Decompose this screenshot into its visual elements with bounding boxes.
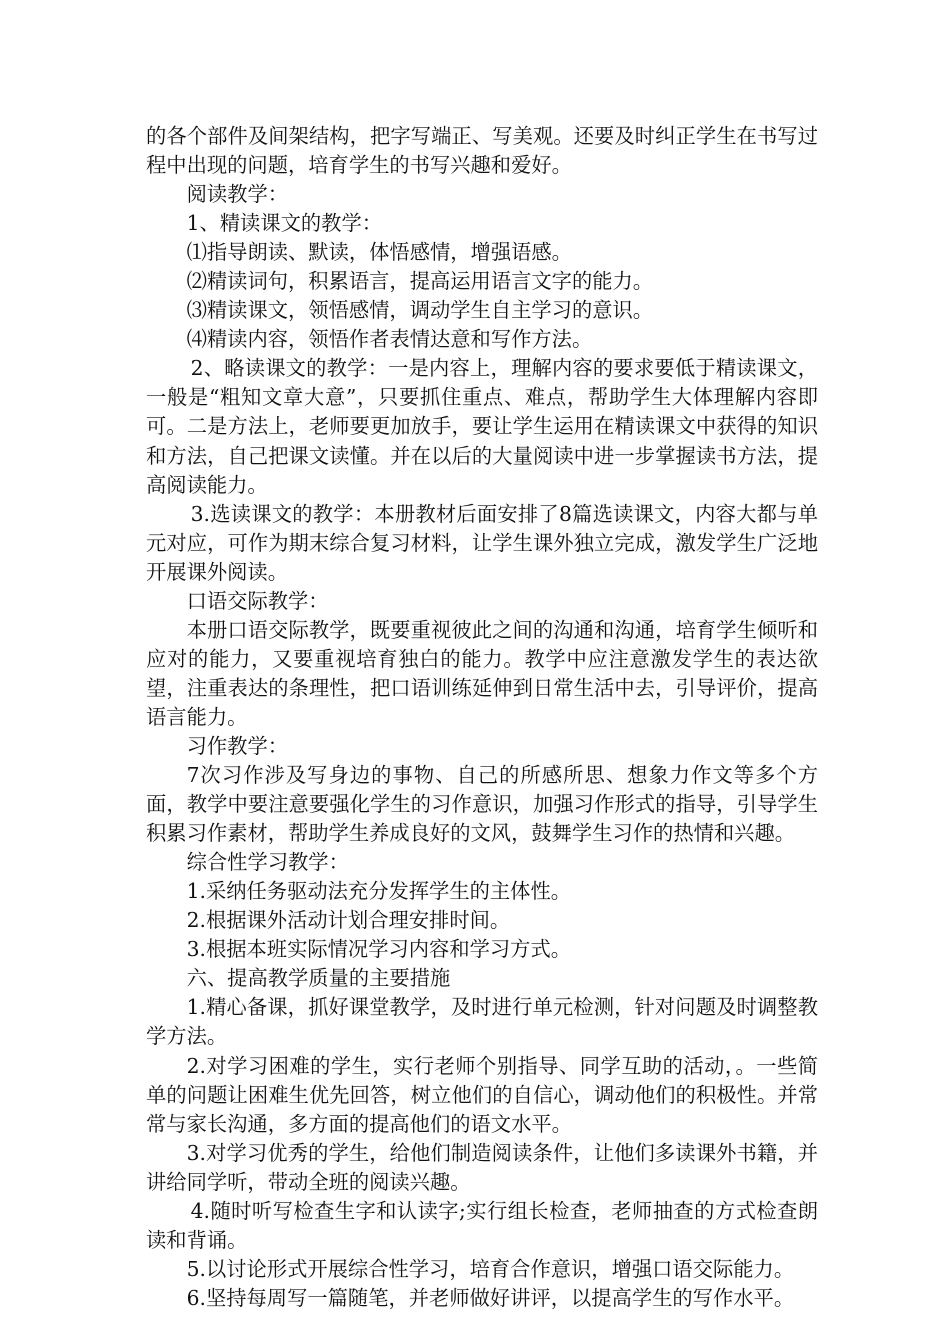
list-item: 1.精心备课，抓好课堂教学，及时进行单元检测，针对问题及时调整教学方法。 [146, 995, 818, 1049]
section-heading-writing: 习作教学： [186, 733, 289, 758]
list-item: ⑵精读词句，积累语言，提高运用语言文字的能力。 [186, 269, 654, 294]
list-item: 2.对学习困难的学生，实行老师个别指导、同学互助的活动，。一些简单的问题让困难生优先回答，树立他们的自信心，调动他们的积极性。并常常与家长沟通，多方面的提高他们的语文水平。 [146, 1053, 818, 1136]
list-item: 3.根据本班实际情况学习内容和学习方式。 [186, 937, 572, 962]
list-item: ⑷精读内容，领悟作者表情达意和写作方法。 [186, 327, 593, 352]
body-text [146, 122, 818, 1313]
list-item: ⑴指导朗读、默读，体悟感情，增强语感。 [186, 240, 572, 265]
paragraph: 7次习作涉及写身边的事物、自己的所感所思、想象力作文等多个方面，教学中要注意要强化学生的习作意识，加强习作形式的指导，引导学生积累习作素材，帮助学生养成良好的文风，鼓舞学生习作的热情和兴趣。 [146, 763, 818, 846]
section-heading-comprehensive: 综合性学习教学： [186, 850, 349, 875]
list-item: ⑶精读课文，领悟感情，调动学生自主学习的意识。 [186, 298, 654, 323]
list-item: 4.随时听写检查生字和认读字;实行组长检查，老师抽查的方式检查朗读和背诵。 [146, 1198, 818, 1252]
list-item: 1.采纳任务驱动法充分发挥学生的主体性。 [186, 879, 572, 904]
paragraph: 3.选读课文的教学：本册教材后面安排了8篇选读课文，内容大都与单元对应，可作为期末综合复习材料，让学生课外独立完成，激发学生广泛地开展课外阅读。 [146, 501, 818, 584]
list-item: 6.坚持每周写一篇随笔，并老师做好讲评，以提高学生的写作水平。 [186, 1285, 795, 1310]
list-item: 3.对学习优秀的学生，给他们制造阅读条件，让他们多读课外书籍，并讲给同学听，带动全班的阅读兴趣。 [146, 1140, 818, 1194]
list-item: 5.以讨论形式开展综合性学习，培育合作意识，增强口语交际能力。 [186, 1256, 795, 1281]
paragraph: 2、略读课文的教学：一是内容上，理解内容的要求要低于精读课文，一般是“粗知文章大意”，只要抓住重点、难点，帮助学生大体理解内容即可。二是方法上，老师要更加放手，要让学生运用在精读课文中获得的知识和方法，自己把课文读懂。并在以后的大量阅读中进一步掌握读书方法，提高阅读能力。 [146, 356, 818, 497]
paragraph: 的各个部件及间架结构，把字写端正、写美观。还要及时纠正学生在书写过程中出现的问题，培育学生的书写兴趣和爱好。 [146, 124, 818, 178]
paragraph: 1、精读课文的教学： [186, 211, 383, 236]
section-heading-measures: 六、提高教学质量的主要措施 [186, 966, 451, 991]
paragraph: 本册口语交际教学，既要重视彼此之间的沟通和沟通，培育学生倾听和应对的能力，又要重视培育独白的能力。教学中应注意激发学生的表达欲望，注重表达的条理性，把口语训练延伸到日常生活中去，引导评价，提高语言能力。 [146, 617, 818, 729]
section-heading-oral: 口语交际教学： [186, 588, 329, 613]
section-heading-reading: 阅读教学： [186, 182, 289, 207]
list-item: 2.根据课外活动计划合理安排时间。 [186, 908, 511, 933]
